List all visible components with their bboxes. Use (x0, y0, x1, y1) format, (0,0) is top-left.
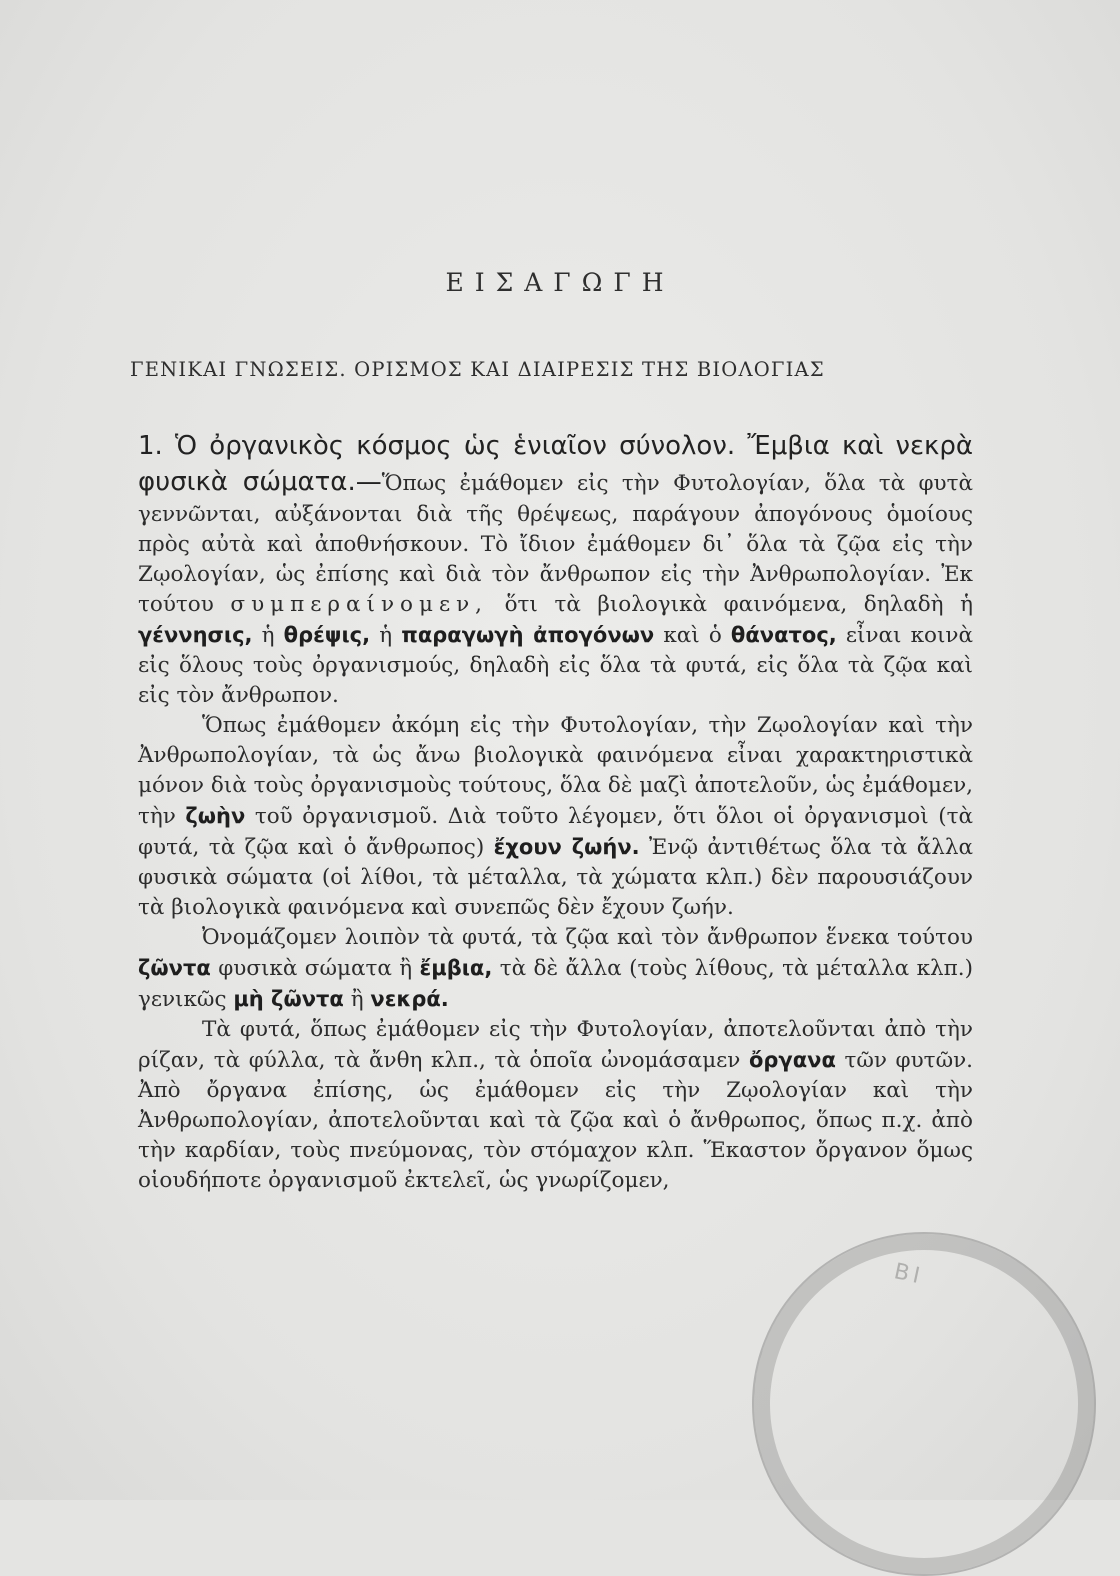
keyword: ἔχουν ζωήν. (493, 835, 640, 859)
chapter-subtitle: ΓΕΝΙΚΑΙ ΓΝΩΣΕΙΣ. ΟΡΙΣΜΟΣ ΚΑΙ ΔΙΑΙΡΕΣΙΣ ΤΗΣ ΒΙΟΛΟΓΙΑΣ (130, 358, 825, 381)
keyword: ἔμβια, (419, 956, 493, 980)
paragraph-4 (138, 1015, 973, 1196)
text-run: Ὅπως ἐμάθομεν ἀκόμη εἰς τὴν Φυτολογίαν, τὴν Ζῳολογίαν καὶ τὴν Ἀνθρωπολογίαν, τὰ ὡς ἄνω βιολογικὰ φαινόμενα εἶναι χαρακτηριστικὰ μόνον διὰ τοὺς ὀργανισμοὺς τούτους, ὅλα δὲ μαζὶ ἀποτελοῦν, ὡς ἐμάθομεν, τὴν (138, 713, 973, 829)
spaced-word: συμπεραίνομεν, (230, 592, 489, 617)
library-stamp (752, 1232, 1096, 1576)
section-heading: 1. Ὁ ὀργανικὸς κόσμος ὡς ἑνιαῖον σύνολον. Ἔμβια καὶ νεκρὰ φυσικὰ σώματα.— (138, 431, 973, 497)
keyword: νεκρά. (370, 987, 449, 1011)
keyword: παραγωγὴ ἀπογόνων (401, 623, 655, 647)
text-run: Τὰ φυτά, ὅπως ἐμάθομεν εἰς τὴν Φυτολογίαν, ἀποτελοῦνται ἀπὸ τὴν ρίζαν, τὰ φύλλα, τὰ ἄνθη κλπ., τὰ ὁποῖα ὠνομάσαμεν (138, 1017, 973, 1073)
text-run: ὅτι τὰ βιολογικὰ φαινόμενα, δηλαδὴ ἡ (488, 592, 974, 617)
text-run: Ὀνομάζομεν λοιπὸν τὰ φυτά, τὰ ζῷα καὶ τὸν ἄνθρωπον ἕνεκα τούτου (202, 925, 973, 950)
text-run: ἡ (370, 623, 402, 648)
text-run: φυσικὰ σώματα ἢ (210, 956, 420, 981)
keyword: μὴ ζῶντα (233, 987, 344, 1011)
text-body (138, 428, 973, 1196)
text-run: εἶναι κοινὰ εἰς ὅλους τοὺς ὀργανισμούς, δηλαδὴ εἰς ὅλα τὰ φυτά, εἰς ὅλα τὰ ζῷα καὶ εἰς τὸν ἄνθρωπον. (138, 623, 973, 708)
keyword: θάνατος, (730, 623, 837, 647)
text-run: τῶν φυτῶν. Ἀπὸ ὄργανα ἐπίσης, ὡς ἐμάθομεν εἰς τὴν Ζῳολογίαν καὶ τὴν Ἀνθρωπολογίαν, ἀποτελοῦνται καὶ τὰ ζῷα καὶ ὁ ἄνθρωπος, ὅπως π.χ. ἀπὸ τὴν καρδίαν, τοὺς πνεύμονας, τὸν στόμαχον κλπ. Ἕκαστον ὄργανον ὅμως οἱουδήποτε ὀργανισμοῦ ἐκτελεῖ, ὡς γνωρίζομεν, (138, 1048, 974, 1193)
keyword: γέννησις, (138, 623, 253, 647)
chapter-title: ΕΙΣΑΓΩΓΗ (445, 268, 675, 297)
keyword: ζῶντα (138, 956, 211, 980)
keyword: θρέψις, (283, 623, 371, 647)
text-run: καὶ ὁ (654, 623, 731, 648)
text-run: ἢ (343, 987, 371, 1012)
paragraph-2 (138, 711, 973, 923)
text-run: Ὅπως ἐμάθομεν εἰς τὴν Φυτολογίαν, ὅλα τὰ φυτὰ γεννῶνται, αὐξάνονται διὰ τῆς θρέψεως, παράγουν ἀπογόνους ὁμοίους πρὸς αὐτὰ καὶ ἀποθνήσκουν. Τὸ ἴδιον ἐμάθομεν δι᾽ ὅλα τὰ ζῷα εἰς τὴν Ζῳολογίαν, ὡς ἐπίσης καὶ διὰ τὸν ἄνθρωπον εἰς τὴν Ἀνθρωπολογίαν. Ἐκ τούτου (138, 471, 974, 617)
keyword: ζωὴν (185, 804, 246, 828)
text-run: τοῦ ὀργανισμοῦ. Διὰ τοῦτο λέγομεν, ὅτι ὅλοι οἱ ὀργανισμοὶ (τὰ φυτά, τὰ ζῷα καὶ ὁ ἄνθρωπος) (138, 804, 973, 860)
paragraph-1 (138, 428, 973, 711)
text-run: τὰ δὲ ἄλλα (τοὺς λίθους, τὰ μέταλλα κλπ.) γενικῶς (138, 956, 973, 1012)
paragraph-3 (138, 923, 973, 1015)
text-run: ἡ (252, 623, 284, 648)
keyword: ὄργανα (748, 1048, 836, 1072)
text-run: Ἐνῷ ἀντιθέτως ὅλα τὰ ἄλλα φυσικὰ σώματα (οἱ λίθοι, τὰ μέταλλα, τὰ χώματα κλπ.) δὲν παρουσιάζουν τὰ βιολογικὰ φαινόμενα καὶ συνεπῶς δὲν ἔχουν ζωήν. (138, 835, 973, 920)
stamp-text: ΒΙ (891, 1259, 926, 1290)
